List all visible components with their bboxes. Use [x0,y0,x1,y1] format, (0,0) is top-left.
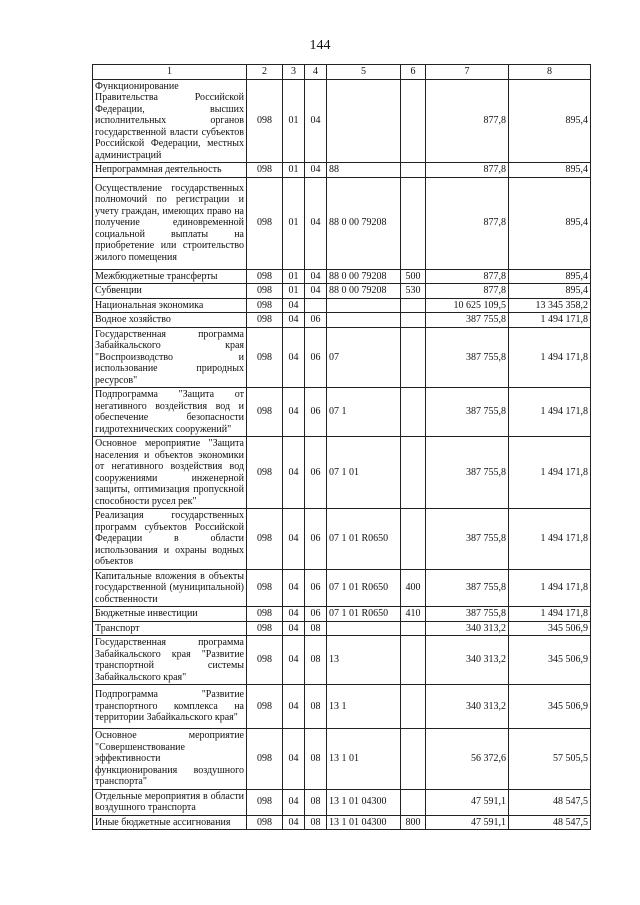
target-article-cell: 88 0 00 79208 [327,177,401,269]
subsection-cell: 04 [305,163,327,178]
amount-year-1-cell: 387 755,8 [426,388,509,437]
admin-code-cell: 098 [247,437,283,509]
admin-code-cell: 098 [247,177,283,269]
section-cell: 04 [283,388,305,437]
table-row [93,313,591,328]
table-row [93,269,591,284]
subsection-cell: 06 [305,313,327,328]
admin-code-cell: 098 [247,636,283,685]
column-header: 7 [426,65,509,80]
amount-year-1-cell: 387 755,8 [426,569,509,607]
subsection-cell: 06 [305,388,327,437]
table-row [93,388,591,437]
target-article-cell: 13 1 01 [327,729,401,790]
amount-year-2-cell: 345 506,9 [509,685,591,729]
table-row [93,636,591,685]
table-row [93,789,591,815]
expense-type-cell [401,685,426,729]
subsection-cell: 08 [305,685,327,729]
row-description: Государственная программа Забайкальского края "Развитие транспортной системы Забайкальского края" [93,636,247,685]
amount-year-2-cell: 895,4 [509,284,591,299]
amount-year-1-cell: 10 625 109,5 [426,298,509,313]
target-article-cell: 07 1 01 R0650 [327,509,401,570]
table-row [93,729,591,790]
row-description: Основное мероприятие "Совершенствование эффективности функционирования воздушного транспорта" [93,729,247,790]
table-row [93,569,591,607]
target-article-cell: 07 [327,327,401,388]
subsection-cell: 04 [305,269,327,284]
table-row [93,284,591,299]
amount-year-2-cell: 345 506,9 [509,636,591,685]
subsection-cell [305,298,327,313]
subsection-cell: 06 [305,607,327,622]
admin-code-cell: 098 [247,569,283,607]
table-row [93,177,591,269]
amount-year-1-cell: 340 313,2 [426,685,509,729]
target-article-cell [327,313,401,328]
admin-code-cell: 098 [247,621,283,636]
amount-year-2-cell: 895,4 [509,177,591,269]
row-description: Подпрограмма "Развитие транспортного комплекса на территории Забайкальского края" [93,685,247,729]
table-row [93,815,591,830]
subsection-cell: 08 [305,789,327,815]
budget-table [92,64,591,830]
row-description: Капитальные вложения в объекты государственной (муниципальной) собственности [93,569,247,607]
target-article-cell: 13 1 [327,685,401,729]
table-header-row [93,65,591,80]
row-description: Государственная программа Забайкальского края "Воспроизводство и использование природных ресурсов" [93,327,247,388]
row-description: Водное хозяйство [93,313,247,328]
column-header: 3 [283,65,305,80]
amount-year-2-cell: 895,4 [509,79,591,163]
amount-year-1-cell: 877,8 [426,269,509,284]
table-body [93,79,591,830]
subsection-cell: 08 [305,729,327,790]
target-article-cell: 07 1 01 R0650 [327,607,401,622]
row-description: Функционирование Правительства Российской Федерации, высших исполнительных органов государственной власти субъектов Российской Федерации, местных администраций [93,79,247,163]
amount-year-1-cell: 387 755,8 [426,437,509,509]
subsection-cell: 04 [305,284,327,299]
target-article-cell [327,298,401,313]
row-description: Иные бюджетные ассигнования [93,815,247,830]
expense-type-cell [401,437,426,509]
column-header: 2 [247,65,283,80]
table-row [93,327,591,388]
section-cell: 04 [283,313,305,328]
page-number: 144 [309,38,331,53]
admin-code-cell: 098 [247,284,283,299]
subsection-cell: 06 [305,327,327,388]
admin-code-cell: 098 [247,298,283,313]
target-article-cell: 88 0 00 79208 [327,284,401,299]
target-article-cell: 13 1 01 04300 [327,815,401,830]
amount-year-2-cell: 48 547,5 [509,815,591,830]
table-row [93,163,591,178]
expense-type-cell [401,388,426,437]
row-description: Бюджетные инвестиции [93,607,247,622]
row-description: Непрограммная деятельность [93,163,247,178]
expense-type-cell [401,729,426,790]
table-row [93,685,591,729]
expense-type-cell [401,177,426,269]
section-cell: 04 [283,789,305,815]
section-cell: 04 [283,815,305,830]
amount-year-2-cell: 48 547,5 [509,789,591,815]
expense-type-cell: 400 [401,569,426,607]
amount-year-2-cell: 1 494 171,8 [509,509,591,570]
amount-year-2-cell: 1 494 171,8 [509,607,591,622]
row-description: Осуществление государственных полномочий по регистрации и учету граждан, имеющих право на получение единовременной социальной выплаты на приобретение или строительство жилого помещения [93,177,247,269]
expense-type-cell [401,636,426,685]
section-cell: 04 [283,729,305,790]
column-header: 6 [401,65,426,80]
amount-year-2-cell: 345 506,9 [509,621,591,636]
target-article-cell: 07 1 01 R0650 [327,569,401,607]
row-description: Отдельные мероприятия в области воздушного транспорта [93,789,247,815]
expense-type-cell [401,509,426,570]
row-description: Реализация государственных программ субъектов Российской Федерации в области использования и охраны водных объектов [93,509,247,570]
column-header: 5 [327,65,401,80]
table-row [93,298,591,313]
expense-type-cell [401,313,426,328]
section-cell: 04 [283,621,305,636]
column-header: 1 [93,65,247,80]
subsection-cell: 06 [305,509,327,570]
subsection-cell: 06 [305,569,327,607]
amount-year-2-cell: 1 494 171,8 [509,569,591,607]
section-cell: 01 [283,177,305,269]
column-header: 8 [509,65,591,80]
section-cell: 04 [283,569,305,607]
expense-type-cell [401,298,426,313]
amount-year-1-cell: 387 755,8 [426,327,509,388]
column-header: 4 [305,65,327,80]
amount-year-2-cell: 895,4 [509,269,591,284]
row-description: Субвенции [93,284,247,299]
target-article-cell: 13 1 01 04300 [327,789,401,815]
admin-code-cell: 098 [247,509,283,570]
expense-type-cell [401,789,426,815]
expense-type-cell: 530 [401,284,426,299]
amount-year-2-cell: 57 505,5 [509,729,591,790]
amount-year-1-cell: 47 591,1 [426,789,509,815]
row-description: Национальная экономика [93,298,247,313]
section-cell: 04 [283,437,305,509]
target-article-cell: 13 [327,636,401,685]
section-cell: 01 [283,269,305,284]
section-cell: 01 [283,79,305,163]
amount-year-2-cell: 13 345 358,2 [509,298,591,313]
row-description: Подпрограмма "Защита от негативного воздействия вод и обеспечение безопасности гидротехнических сооружений" [93,388,247,437]
target-article-cell: 88 [327,163,401,178]
expense-type-cell [401,79,426,163]
subsection-cell: 08 [305,621,327,636]
subsection-cell: 08 [305,815,327,830]
table-row [93,79,591,163]
expense-type-cell [401,327,426,388]
target-article-cell [327,621,401,636]
amount-year-1-cell: 47 591,1 [426,815,509,830]
table-row [93,621,591,636]
expense-type-cell: 410 [401,607,426,622]
admin-code-cell: 098 [247,269,283,284]
target-article-cell: 88 0 00 79208 [327,269,401,284]
amount-year-1-cell: 387 755,8 [426,509,509,570]
admin-code-cell: 098 [247,815,283,830]
amount-year-2-cell: 1 494 171,8 [509,437,591,509]
amount-year-1-cell: 340 313,2 [426,636,509,685]
admin-code-cell: 098 [247,607,283,622]
admin-code-cell: 098 [247,789,283,815]
expense-type-cell [401,163,426,178]
amount-year-1-cell: 340 313,2 [426,621,509,636]
admin-code-cell: 098 [247,79,283,163]
amount-year-1-cell: 877,8 [426,177,509,269]
amount-year-1-cell: 387 755,8 [426,313,509,328]
amount-year-1-cell: 877,8 [426,79,509,163]
row-description: Транспорт [93,621,247,636]
section-cell: 01 [283,163,305,178]
amount-year-1-cell: 877,8 [426,284,509,299]
amount-year-1-cell: 877,8 [426,163,509,178]
target-article-cell: 07 1 [327,388,401,437]
amount-year-2-cell: 895,4 [509,163,591,178]
subsection-cell: 04 [305,177,327,269]
amount-year-1-cell: 387 755,8 [426,607,509,622]
amount-year-2-cell: 1 494 171,8 [509,388,591,437]
section-cell: 04 [283,607,305,622]
amount-year-2-cell: 1 494 171,8 [509,313,591,328]
section-cell: 04 [283,298,305,313]
admin-code-cell: 098 [247,388,283,437]
section-cell: 04 [283,636,305,685]
amount-year-2-cell: 1 494 171,8 [509,327,591,388]
row-description: Основное мероприятие "Защита населения и объектов экономики от негативного воздействия вод сооружениями инженерной защиты, оптимизация пропускной способности русел рек" [93,437,247,509]
section-cell: 01 [283,284,305,299]
admin-code-cell: 098 [247,685,283,729]
table-row [93,437,591,509]
expense-type-cell [401,621,426,636]
admin-code-cell: 098 [247,729,283,790]
admin-code-cell: 098 [247,327,283,388]
subsection-cell: 04 [305,79,327,163]
section-cell: 04 [283,327,305,388]
subsection-cell: 06 [305,437,327,509]
subsection-cell: 08 [305,636,327,685]
target-article-cell [327,79,401,163]
admin-code-cell: 098 [247,313,283,328]
section-cell: 04 [283,509,305,570]
table-row [93,607,591,622]
expense-type-cell: 800 [401,815,426,830]
admin-code-cell: 098 [247,163,283,178]
amount-year-1-cell: 56 372,6 [426,729,509,790]
table-row [93,509,591,570]
expense-type-cell: 500 [401,269,426,284]
row-description: Межбюджетные трансферты [93,269,247,284]
target-article-cell: 07 1 01 [327,437,401,509]
section-cell: 04 [283,685,305,729]
